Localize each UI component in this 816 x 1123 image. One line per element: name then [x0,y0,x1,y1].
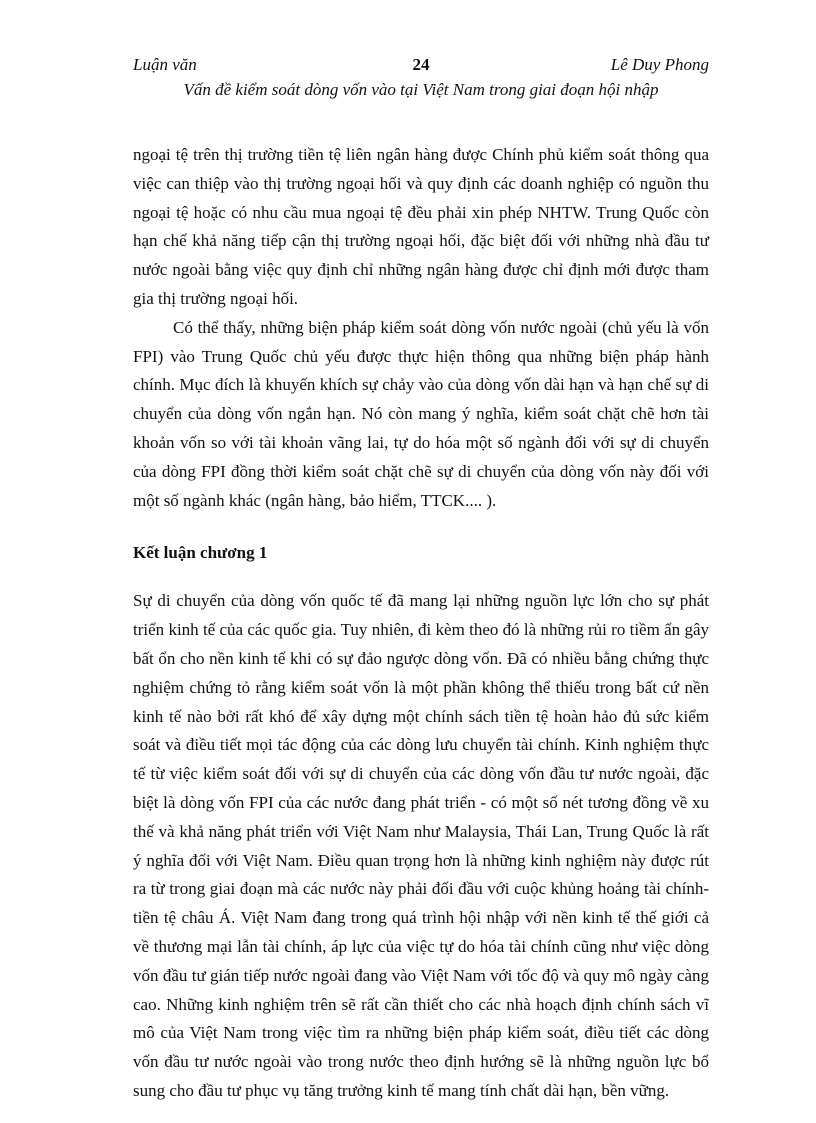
body-paragraph-1: ngoại tệ trên thị trường tiền tệ liên ngân hàng được Chính phủ kiểm soát thông qua việc can thiệp vào thị trường ngoại hối và quy định các doanh nghiệp có nguồn thu ngoại tệ hoặc có nhu cầu mua ngoại tệ đều phải xin phép NHTW. Trung Quốc còn hạn chế khả năng tiếp cận thị trường ngoại hối, đặc biệt đối với những nhà đầu tư nước ngoài bằng việc quy định chỉ những ngân hàng được chỉ định mới được tham gia thị trường ngoại hối. [133,145,709,308]
document-subtitle: Vấn đề kiểm soát dòng vốn vào tại Việt Nam trong giai đoạn hội nhập [183,80,659,99]
page-header [133,55,709,100]
body-paragraph-3: Sự di chuyển của dòng vốn quốc tế đã mang lại những nguồn lực lớn cho sự phát triển kinh tế của các quốc gia. Tuy nhiên, đi kèm theo đó là những rủi ro tiềm ẩn gây bất ổn cho nền kinh tế khi có sự đảo ngược dòng vốn. Đã có nhiều bằng chứng thực nghiệm chứng tỏ rằng kiểm soát vốn là một phần không thể thiếu trong bất cứ nền kinh tế nào bởi rất khó để xây dựng một chính sách tiền tệ hoàn hảo đủ sức kiểm soát và điều tiết mọi tác động của các dòng lưu chuyển tài chính. Kinh nghiệm thực tế từ việc kiểm soát đối với sự di chuyển của các dòng vốn đầu tư nước ngoài, đặc biệt là dòng vốn FPI của các nước đang phát triển - có một số nét tương đồng về xu thế và khả năng phát triển với Việt Nam như Malaysia, Thái Lan, Trung Quốc là rất ý nghĩa đối với Việt Nam. Điều quan trọng hơn là những kinh nghiệm này được rút ra từ trong giai đoạn mà các nước này phải đối đầu với cuộc khủng hoảng tài chính-tiền tệ châu Á. Việt Nam đang trong quá trình hội nhập với nền kinh tế thế giới cả về thương mại lẫn tài chính, áp lực của việc tự do hóa tài chính cũng như việc dòng vốn đầu tư gián tiếp nước ngoài đang vào Việt Nam với tốc độ và quy mô ngày càng cao. Những kinh nghiệm trên sẽ rất cần thiết cho các nhà hoạch định chính sách vĩ mô của Việt Nam trong việc tìm ra những biện pháp kiểm soát, điều tiết các dòng vốn đầu tư nước ngoài vào trong nước theo định hướng sẽ là những nguồn lực bổ sung cho đầu tư phục vụ tăng trưởng kinh tế mang tính chất dài hạn, bền vững. [133,591,709,1100]
header-row [133,55,709,79]
page-body [133,141,709,1106]
section-heading: Kết luận chương 1 [133,543,268,563]
header-left-label: Luận văn [133,55,197,74]
page-number: 24 [412,55,430,74]
body-paragraph-2: Có thể thấy, những biện pháp kiểm soát dòng vốn nước ngoài (chủ yếu là vốn FPI) vào Trung Quốc chủ yếu được thực hiện thông qua những biện pháp hành chính. Mục đích là khuyến khích sự chảy vào của dòng vốn dài hạn và hạn chế sự di chuyển của dòng vốn ngắn hạn. Nó còn mang ý nghĩa, kiểm soát chặt chẽ hơn tài khoản vốn so với tài khoản vãng lai, tự do hóa một số ngành đối với sự di chuyển của dòng FPI đồng thời kiểm soát chặt chẽ sự di chuyển của dòng vốn này đối với một số ngành khác (ngân hàng, bảo hiểm, TTCK.... ). [133,317,709,510]
author-name: Lê Duy Phong [610,55,709,74]
